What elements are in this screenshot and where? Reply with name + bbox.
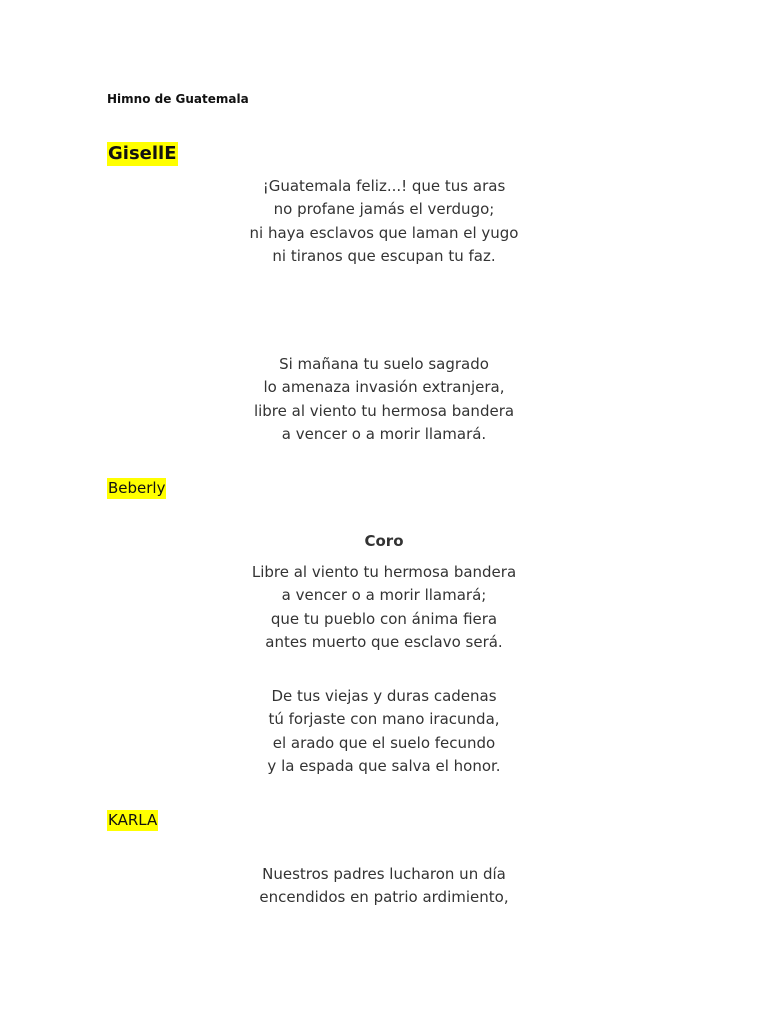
stanza-line: antes muerto que esclavo será. [265,632,503,651]
stanza-line: encendidos en patrio ardimiento, [259,888,509,907]
stanza-line: De tus viejas y duras cadenas [271,687,497,705]
stanza-line: el arado que el suelo fecundo [272,733,496,752]
speaker-label-beberly: Beberly [108,479,166,497]
stanza-line: que tu pueblo con ánima fiera [270,609,498,628]
stanza-line: lo amenaza invasión extranjera, [263,378,505,397]
stanza-line: tú forjaste con mano iracunda, [268,710,500,729]
speaker-label-karla: KARLA [108,811,158,829]
stanza-line: ni haya esclavos que laman el yugo [249,223,519,242]
stanza-line: ni tiranos que escupan tu faz. [272,246,496,265]
stanza-line: libre al viento tu hermosa bandera [253,401,515,420]
stanza-4 [184,863,584,910]
stanza-line: Si mañana tu suelo sagrado [279,355,489,373]
chorus-title: Coro [364,532,404,550]
stanza-line: Libre al viento tu hermosa bandera [251,563,517,581]
stanza-line: y la espada que salva el honor. [267,756,501,775]
stanza-2 [184,353,584,446]
stanza-line: ¡Guatemala feliz...! que tus aras [262,177,506,195]
stanza-1 [184,175,584,268]
stanza-3 [184,685,584,778]
speaker-label-giselle: GisellE [108,143,177,164]
stanza-line: a vencer o a morir llamará; [281,586,487,605]
document-title: Himno de Guatemala [107,92,249,106]
stanza-line: no profane jamás el verdugo; [273,200,495,219]
stanza-line: a vencer o a morir llamará. [281,424,487,443]
chorus [184,561,584,654]
stanza-line: Nuestros padres lucharon un día [262,865,506,883]
